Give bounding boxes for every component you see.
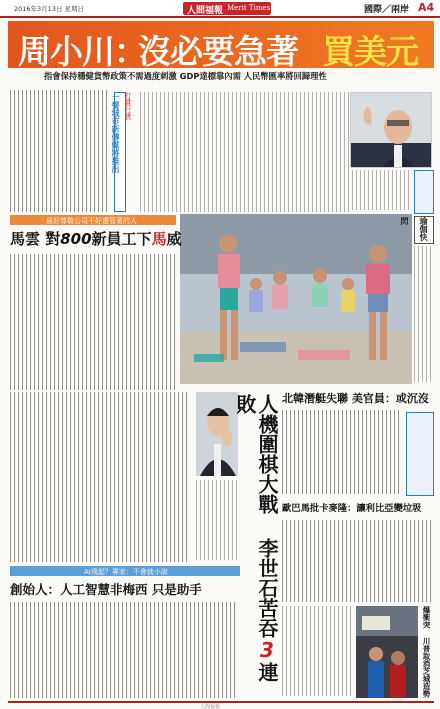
logo-cn: 人間福報 (187, 6, 224, 16)
ai-kicker-text: AI飛起？專家：不會就小說 (84, 568, 168, 576)
paper-logo (183, 2, 271, 15)
ai-kicker (10, 566, 240, 576)
jackma-kicker-text: 最好尊敬公司不好遭管著的人 (46, 217, 137, 225)
alphago-headline (233, 394, 279, 690)
alphago-title-a: 人機圍棋大戰 李世石苦吞 (255, 394, 279, 638)
founder-headline: 創始人：人工智慧非梅西 只是助手 (10, 582, 202, 597)
headline-name: 周小川： (18, 32, 146, 71)
header-bar (0, 0, 440, 18)
lee-sedol-photo (196, 392, 238, 476)
headline-subtitle: 指會保持穩健貨幣政策不需過度刺激 GDP達標靠內需 人民幣匯率將回歸理性 (44, 71, 327, 81)
alphago-text-right (196, 480, 238, 560)
dining-bar (124, 92, 138, 212)
footer-note: 人間福報 (200, 704, 221, 709)
protest-text (282, 606, 354, 696)
jackma-title-e: 威 (166, 230, 182, 248)
obama-headline: 歐巴馬批卡麥隆：讓利比亞變垃圾 (282, 503, 422, 514)
dining-tag-text: 一餐城市新傳媒將推出 (111, 93, 120, 173)
jackma-headline (10, 228, 182, 250)
jackma-kicker (10, 215, 176, 225)
yoga-column-tag (400, 216, 434, 244)
headline-emphasis: 買美元 (322, 32, 418, 71)
yoga-photo (180, 214, 412, 384)
yoga-tag-text: 瑜伽快閃 (400, 217, 428, 241)
section-name: 國際／兩岸 (364, 5, 410, 15)
jackma-title-c: 新員工下 (91, 230, 152, 248)
alphago-text-left (10, 392, 190, 562)
caption-under-portrait (352, 170, 412, 210)
protest-tag-text: 爆衝突 川普取消芝城造勢 (422, 606, 431, 698)
headline-main: 沒必要急著 (138, 32, 298, 71)
page-number: A4 (418, 1, 435, 14)
jackma-title-b: 800 (60, 230, 92, 248)
jackma-title-a: 馬雲 對 (10, 230, 61, 248)
korea-side-box (406, 412, 434, 496)
yoga-caption (414, 246, 432, 382)
alphago-title-b: 連敗 (233, 394, 279, 682)
official-portrait (350, 92, 432, 168)
protest-image (356, 606, 418, 698)
lee-sedol-image (196, 392, 238, 476)
jackma-text (10, 254, 178, 390)
headline-banner (8, 21, 434, 71)
korea-headline: 北韓潛艇失聯 美官員：或沉沒 (282, 392, 429, 405)
logo-en: Merit Times (227, 4, 271, 12)
jackma-title-d: 馬 (151, 230, 167, 248)
alphago-title-num: 3 (255, 638, 279, 662)
founder-text (10, 602, 238, 698)
protest-photo (356, 606, 418, 698)
portrait-image (351, 93, 432, 168)
article-text-mid-top (140, 92, 350, 212)
yoga-flashmob-image (180, 214, 412, 384)
obama-text (282, 520, 432, 602)
issue-date: 2016年3月13日 星期日 (14, 5, 85, 13)
side-box-right (414, 170, 434, 214)
korea-text (282, 410, 402, 494)
footer-rule (8, 701, 434, 703)
dining-bar-text: 打賞行貨 (124, 92, 132, 120)
protest-tag (420, 606, 436, 698)
article-text-left-top (10, 90, 110, 212)
